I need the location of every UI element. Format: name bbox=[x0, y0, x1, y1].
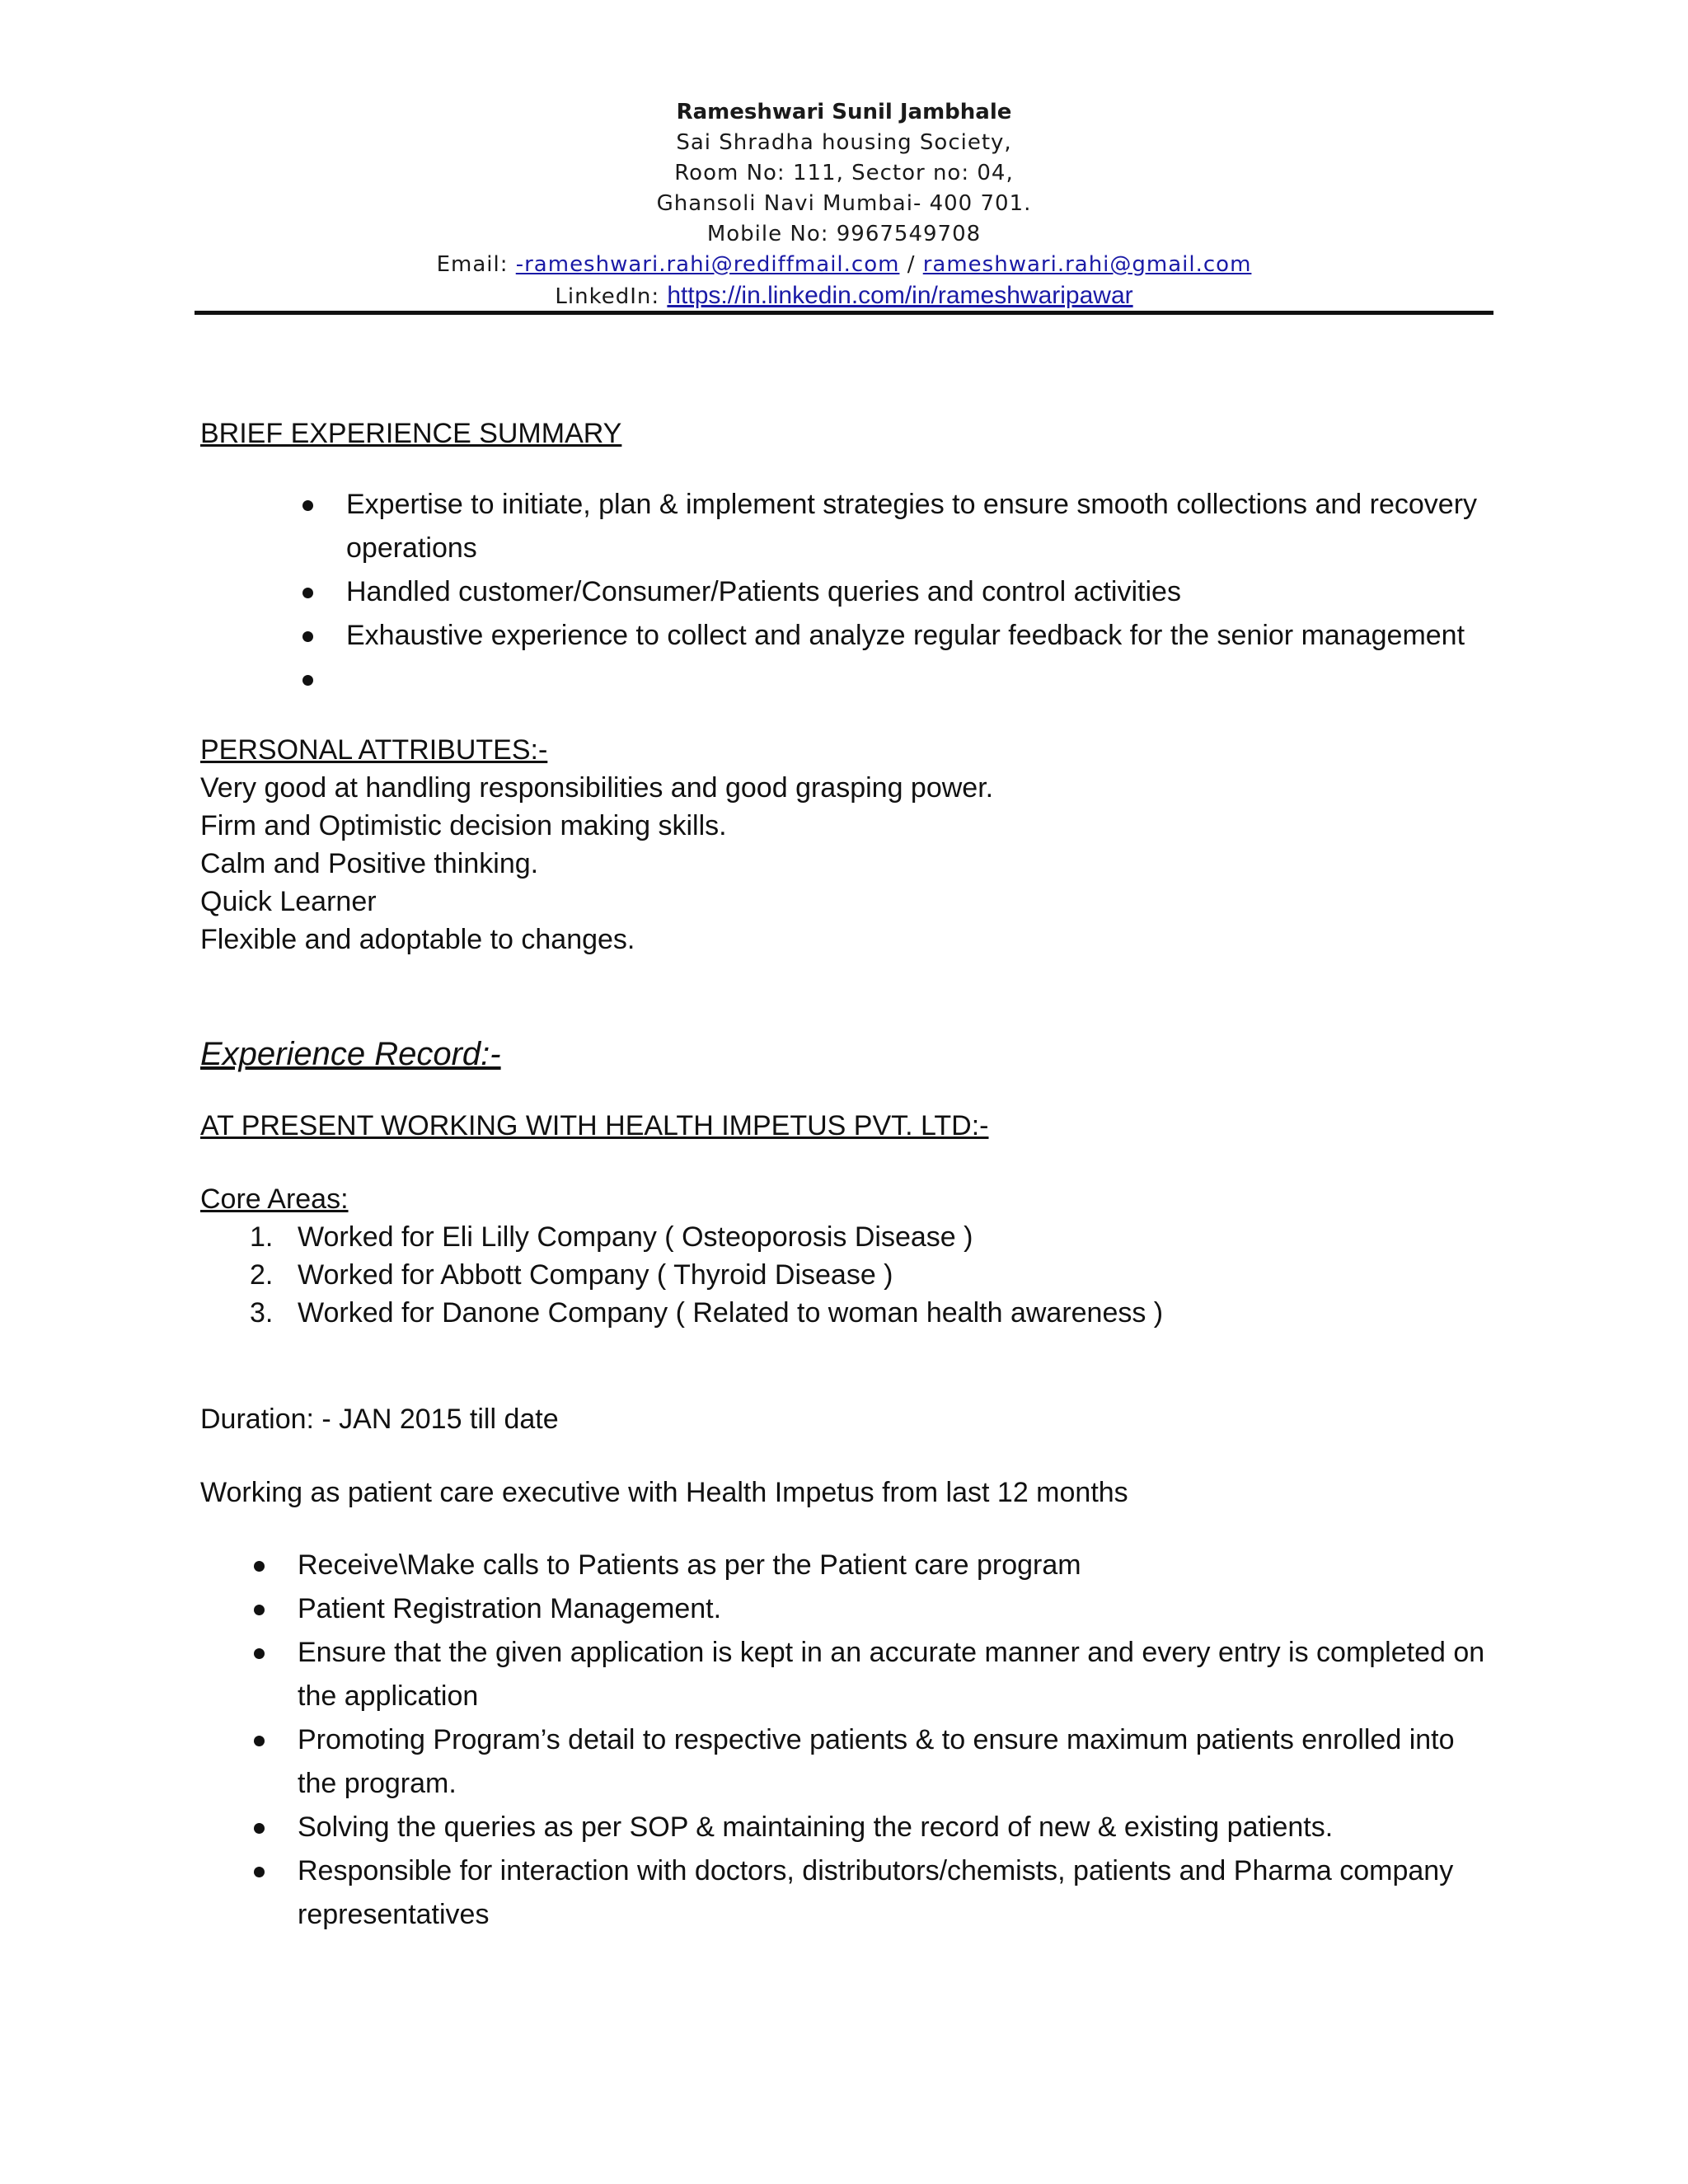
list-item-continuation: representatives bbox=[298, 1899, 490, 1930]
email-label: Email: bbox=[436, 252, 516, 277]
email-separator: / bbox=[899, 252, 923, 277]
contact-header bbox=[0, 97, 1688, 312]
candidate-name: Rameshwari Sunil Jambhale bbox=[676, 100, 1012, 124]
summary-heading: BRIEF EXPERIENCE SUMMARY bbox=[200, 418, 622, 449]
attributes-section bbox=[200, 731, 1503, 958]
bullet-icon bbox=[254, 1648, 265, 1659]
list-item: Handled customer/Consumer/Patients queries and control activities bbox=[346, 570, 1500, 614]
bullet-icon bbox=[254, 1736, 265, 1746]
bullet-icon bbox=[254, 1867, 265, 1877]
list-item: Ensure that the given application is kept in an accurate manner and every entry is completed on bbox=[298, 1631, 1501, 1675]
list-item: Responsible for interaction with doctors, distributors/chemists, patients and Pharma company bbox=[298, 1849, 1501, 1893]
list-item: 3. Worked for Danone Company ( Related to woman health awareness ) bbox=[250, 1297, 1164, 1329]
list-item: Promoting Program’s detail to respective patients & to ensure maximum patients enrolled into bbox=[298, 1718, 1501, 1762]
linkedin-link[interactable]: https://in.linkedin.com/in/rameshwaripawar bbox=[667, 282, 1133, 309]
linkedin-label: LinkedIn: bbox=[555, 284, 668, 309]
summary-list bbox=[346, 483, 1500, 701]
list-item-continuation: the application bbox=[298, 1680, 479, 1712]
attributes-heading: PERSONAL ATTRIBUTES:- bbox=[200, 734, 548, 766]
list-item: Patient Registration Management. bbox=[298, 1587, 1501, 1631]
email-link-rediff[interactable]: -rameshwari.rahi@rediffmail.com bbox=[515, 252, 900, 277]
email-link-gmail[interactable]: rameshwari.rahi@gmail.com bbox=[922, 252, 1252, 277]
bullet-icon bbox=[254, 1561, 265, 1572]
bullet-icon bbox=[254, 1823, 265, 1834]
attribute-item: Quick Learner bbox=[200, 886, 377, 917]
address-line: Room No: 111, Sector no: 04, bbox=[674, 161, 1014, 185]
core-areas-list bbox=[250, 1218, 1451, 1332]
list-item: 2. Worked for Abbott Company ( Thyroid Disease ) bbox=[250, 1259, 893, 1291]
bullet-icon bbox=[302, 500, 313, 511]
list-item: Solving the queries as per SOP & maintaining the record of new & existing patients. bbox=[298, 1806, 1501, 1849]
attribute-item: Very good at handling responsibilities and good grasping power. bbox=[200, 772, 994, 804]
list-item-continuation: operations bbox=[346, 532, 477, 564]
duties-list bbox=[298, 1544, 1501, 1937]
attribute-item: Flexible and adoptable to changes. bbox=[200, 924, 635, 955]
bullet-icon bbox=[254, 1605, 265, 1615]
list-item: Expertise to initiate, plan & implement strategies to ensure smooth collections and recovery bbox=[346, 483, 1500, 527]
attribute-item: Calm and Positive thinking. bbox=[200, 848, 539, 879]
role-summary: Working as patient care executive with Health Impetus from last 12 months bbox=[200, 1477, 1128, 1508]
mobile-number: Mobile No: 9967549708 bbox=[706, 222, 982, 246]
duration-text: Duration: - JAN 2015 till date bbox=[200, 1404, 559, 1435]
experience-heading: Experience Record:- bbox=[200, 1036, 501, 1072]
attribute-item: Firm and Optimistic decision making skills. bbox=[200, 810, 727, 841]
list-item: 1. Worked for Eli Lilly Company ( Osteoporosis Disease ) bbox=[250, 1221, 973, 1253]
company-heading: AT PRESENT WORKING WITH HEALTH IMPETUS PVT. LTD:- bbox=[200, 1110, 989, 1141]
list-item: Exhaustive experience to collect and analyze regular feedback for the senior management bbox=[346, 614, 1500, 658]
bullet-icon bbox=[302, 675, 313, 686]
list-item-empty bbox=[346, 658, 1500, 701]
list-item-continuation: the program. bbox=[298, 1768, 457, 1799]
list-item: Receive\Make calls to Patients as per the Patient care program bbox=[298, 1544, 1501, 1587]
header-divider bbox=[195, 311, 1493, 315]
core-areas-label: Core Areas: bbox=[200, 1183, 349, 1215]
bullet-icon bbox=[302, 588, 313, 598]
linkedin-line bbox=[0, 280, 1688, 312]
address-line: Sai Shradha housing Society, bbox=[676, 130, 1012, 155]
bullet-icon bbox=[302, 631, 313, 642]
address-line: Ghansoli Navi Mumbai- 400 701. bbox=[656, 191, 1032, 216]
email-line bbox=[0, 250, 1688, 280]
